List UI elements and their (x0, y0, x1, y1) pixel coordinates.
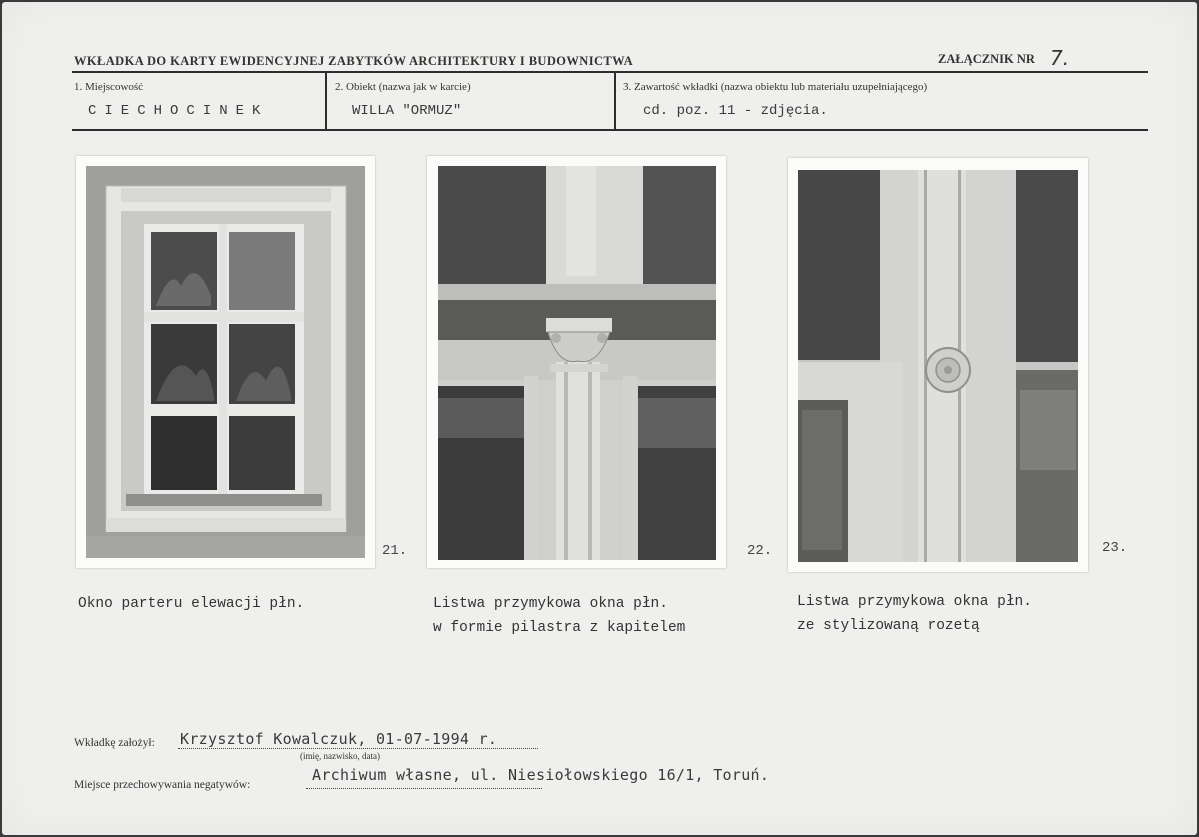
content-value: cd. poz. 11 - zdjęcia. (643, 103, 828, 119)
header-rule-bottom (72, 129, 1148, 131)
card-title: WKŁADKA DO KARTY EWIDENCYJNEJ ZABYTKÓW ARCHITEKTURY I BUDOWNICTWA (74, 54, 634, 68)
inventory-card (2, 2, 1197, 835)
negatives-value: Archiwum własne, ul. Niesiołowskiego 16/1, Toruń. (312, 766, 770, 784)
locality-value: CIECHOCINEK (88, 103, 269, 119)
content-label: 3. Zawartość wkładki (nazwa obiektu lub materiału uzupełniającego) (623, 81, 928, 93)
field-divider-2 (614, 73, 616, 129)
caption-23 (797, 590, 1032, 638)
object-label: 2. Obiekt (nazwa jak w karcie) (335, 81, 471, 93)
negatives-dotline (306, 788, 542, 789)
photo-rosette (798, 170, 1078, 562)
caption-23-line1: Listwa przymykowa okna płn. (797, 594, 1032, 610)
caption-22-line2: w formie pilastra z kapitelem (433, 620, 686, 636)
photo-number-21: 21. (382, 543, 408, 559)
photo-number-23: 23. (1102, 540, 1128, 556)
annex-label: ZAŁĄCZNIK NR (938, 52, 1035, 66)
founded-sub-label: (imię, nazwisko, data) (300, 751, 380, 761)
founded-label: Wkładkę założył: (74, 737, 155, 749)
photo-frame-22 (427, 156, 726, 568)
photo-frame-23 (788, 158, 1088, 572)
photo-frame-21 (76, 156, 375, 568)
photo-pilaster (438, 166, 716, 560)
locality-label: 1. Miejscowość (74, 81, 144, 93)
negatives-label: Miejsce przechowywania negatywów: (74, 779, 251, 791)
caption-22 (433, 592, 685, 640)
caption-23-line2: ze stylizowaną rozetą (797, 618, 980, 634)
founded-dotline (178, 748, 538, 749)
founded-value: Krzysztof Kowalczuk, 01-07-1994 r. (180, 730, 498, 748)
object-value: WILLA "ORMUZ" (352, 103, 462, 119)
caption-21 (78, 592, 304, 616)
field-divider-1 (325, 73, 327, 129)
annex-number: 7. (1050, 46, 1070, 70)
photo-number-22: 22. (747, 543, 773, 559)
caption-22-line1: Listwa przymykowa okna płn. (433, 596, 668, 612)
header-rule-top (72, 71, 1148, 73)
caption-21-line1: Okno parteru elewacji płn. (78, 596, 305, 612)
photo-window (86, 166, 365, 558)
